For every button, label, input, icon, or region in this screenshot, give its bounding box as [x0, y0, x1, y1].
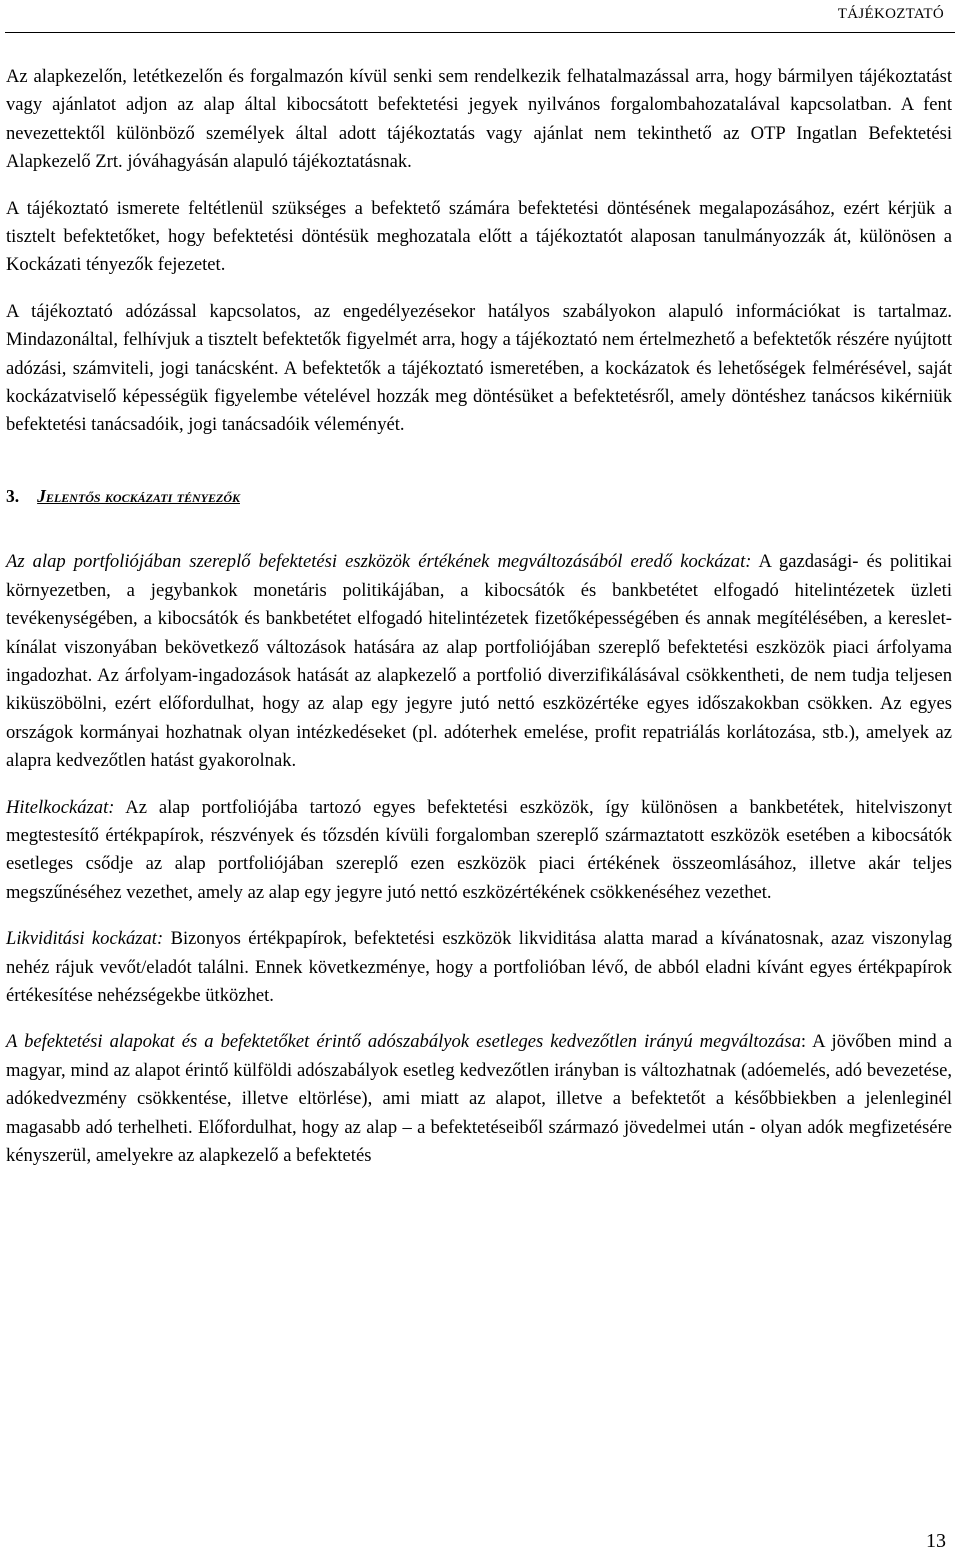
- risk-body: A gazdasági- és politikai környezetben, a jegybankok monetáris politikájában, a kibocsátók és bankbetétet elfogadó hitelintézetek üzleti tevékenységében, a kibocsátók és bankbetétet elfogadó hitelintézetek fizetőképességében és annak megítélésében, a kereslet-kínálat viszonyában bekövetkező változások hatására az alap portfoliójában szereplő befektetési eszközök piaci árfolyama ingadozhat. Az árfolyam-ingadozások hatását az alapkezelő a portfolió diverzifikálásával csökkentheti, de nem tudja teljesen kiküszöbölni, ezért előfordulhat, hogy az alap egy jegyre jutó nettó eszközértéke egyes időszakokban csökken. Az egyes országok kormányai hozhatnak olyan intézkedéseket (pl. adóterhek emelése, profit repatriálás korlátozása, stb.), amelyek az alapra kedvezőtlen hatást gyakorolnak.: [6, 551, 952, 772]
- risk-paragraph-market: [6, 548, 952, 775]
- section-heading: [6, 482, 952, 510]
- paragraph-prospectus-study: A tájékoztató ismerete feltétlenül szükséges a befektető számára befektetési döntésének megalapozásához, ezért kérjük a tisztelt befektetőket, hogy befektetési döntésük meghozatala előtt a tájékoztatót alaposan tanulmányozzák át, különösen a Kockázati tényezők fejezetet.: [6, 197, 952, 276]
- running-header: TÁJÉKOZTATÓ: [837, 6, 944, 22]
- page-content: [6, 63, 952, 1188]
- risk-body: Az alap portfoliójába tartozó egyes befektetési eszközök, így különösen a bankbetétek, hitelviszonyt megtestesítő értékpapírok, részvények és tőzsdén kívüli forgalomban szereplő származtatott eszközök esetében a kibocsátók esetleges csődje az alap portfoliójában szereplő ezen eszközök piaci értékének összeomlásához, illetve akár teljes megszűnéséhez vezethet, amely az alap egy jegyre jutó nettó eszközértékének csökkenéséhez vezethet.: [6, 796, 952, 903]
- risk-body: : A jövőben mind a magyar, mind az alapot érintő külföldi adószabályok esetleg kedvezőtlen irányban is változhatnak (adóemelés, adó bevezetése, adókedvezmény csökkentése, illetve eltörlése), ami miatt az alapot, illetve a befektetőt a későbbiekben a jelenleginél magasabb adó terhelheti. Előfordulhat, hogy az alap – a befektetéseiből származó jövedelmei után - olyan adók megfizetésére kényszerül, amelyekre az alapkezelő a befektetés: [6, 1031, 953, 1166]
- risk-lead: Likviditási kockázat:: [6, 928, 164, 950]
- risk-body: Bizonyos értékpapírok, befektetési eszközök likviditása alatta marad a kívánatosnak, azaz viszonylag nehéz rájuk vevőt/eladót találni. Ennek következménye, hogy a portfolióban lévő, de abból eladni kívánt egyes értékpapírok értékesítése nehézségekbe ütközhet.: [6, 928, 952, 1006]
- risk-lead: Hitelkockázat:: [6, 796, 115, 818]
- section-number: 3.: [6, 485, 20, 506]
- paragraph-tax-info: A tájékoztató adózással kapcsolatos, az engedélyezésekor hatályos szabályokon alapuló információkat is tartalmaz. Mindazonáltal, felhívjuk a tisztelt befektetők figyelmét arra, hogy a tájékoztató nem értelmezhető a befektetők részére nyújtott adózási, számviteli, jogi tanácsként. A befektetők a tájékoztató ismeretében, a kockázatok és lehetőségek felmérésével, saját kockázatviselő képességük figyelembe vételével hozzák meg döntésüket a befektetésről, amely döntéshez tanácsos kikérniük befektetési tanácsadóik, jogi tanácsadóik véleményét.: [6, 300, 952, 436]
- risk-paragraph-liquidity: [6, 925, 952, 1010]
- header-rule: [5, 32, 955, 33]
- risk-lead: Az alap portfoliójában szereplő befektetési eszközök értékének megváltozásából eredő kockázat:: [6, 551, 752, 573]
- risk-paragraph-credit: [6, 794, 952, 908]
- paragraph-distribution-notice: Az alapkezelőn, letétkezelőn és forgalmazón kívül senki sem rendelkezik felhatalmazással arra, hogy bármilyen tájékoztatást vagy ajánlatot adjon az alap által kibocsátott befektetési jegyek nyilvános forgalombahozatalával kapcsolatban. A fent nevezettektől különböző személyek által adott tájékoztatás vagy ajánlat nem tekinthető az OTP Ingatlan Befektetési Alapkezelő Zrt. jóváhagyásán alapuló tájékoztatásnak.: [6, 66, 952, 173]
- risk-lead: A befektetési alapokat és a befektetőket érintő adószabályok esetleges kedvezőtlen irányú megváltozása: [6, 1031, 801, 1053]
- risk-paragraph-tax-rules: [6, 1028, 952, 1170]
- page-number: 13: [926, 1530, 946, 1552]
- section-title: Jelentős kockázati tényezők: [37, 485, 240, 506]
